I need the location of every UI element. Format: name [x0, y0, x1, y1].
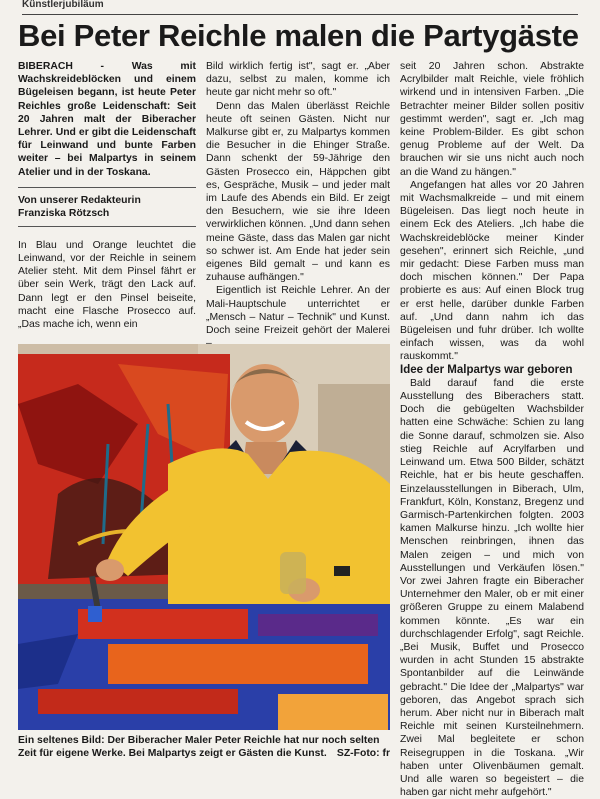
divider — [18, 226, 196, 227]
body-paragraph: Angefangen hat alles vor 20 Jahren mit Wachsmalkreide – und mit einem Bügeleisen. Das liegt noch heute in einem Eck des Ateliers. „Ich habe die Wachskreideblöcke meiner Kinder gesehen", erinnert sich Reichle, „und mir gedacht: Diese Farben muss man doch mischen können." Der Papa probierte es aus: Auf einen Block trug er erst helle, darüber dunkle Farben auf. „Und dann nahm ich das Bügeleisen und fuhr drüber. Ich wollte einfach wissen, was da wohl rauskommt." — [400, 179, 584, 363]
photo-credit: SZ-Foto: fr — [336, 748, 390, 759]
column-1 — [18, 60, 196, 331]
photo-caption — [18, 734, 390, 760]
section-kicker: Künstlerjubiläum — [22, 0, 578, 15]
column-3 — [400, 60, 584, 799]
body-paragraph: Bald darauf fand die erste Ausstellung des Biberachers statt. Doch die gebügelten Wachsbilder hatten eine Schwäche: Schien zu lang die Sonne darauf, schmolzen sie. Also stieg Reichle auf Acrylfarben und Leinwand um. Etwa 500 Bilder, schätzt Reichle, hat er bis heute geschaffen. Einzelausstellungen in Biberach, Ulm, Frankfurt, Köln, Konstanz, Bregenz und Garmisch-Partenkirchen folgten. 2003 kamen Malkurse hinzu. „Ich wollte hier Menschen reinbringen, ihnen das Malen zeigen – und mich von Ausstellungen und Verkäufen lösen." Vor zwei Jahren fragte ein Biberacher Unternehmer den Maler, ob er mit einer größeren Gruppe zu einem Malabend kommen könnte. „Es war ein durchschlagender Erfolg", sagt Reichle. „Bei Musik, Buffet und Prosecco wurden in acht Stunden 15 abstrakte Spontanbilder auf die Leinwände gebracht." Die Idee der „Malpartys" war geboren, das Angebot sprach sich herum. Aber nicht nur in Biberach malt Reichle mit seinen Kursteilnehmern. Zwei Mal begleitete er schon Reisegruppen in die Toskana. „Wir haben unter Olivenbäumen gemalt. Und alle waren so begeistert – die haben gar nicht mehr aufgehört." — [400, 377, 584, 799]
byline — [18, 194, 196, 220]
lead-paragraph: BIBERACH - Was mit Wachskreideblöcken und einem Bügeleisen begann, ist heute Peter Reichles große Leidenschaft: Seit 20 Jahren malt der Biberacher Lehrer. Und er gibt die Leidenschaft für Leinwand und bunte Farben weiter – bei Malpartys in seinem Atelier und in der Toskana. — [18, 61, 196, 178]
byline-line-1: Von unserer Redakteurin — [18, 194, 141, 206]
headline: Bei Peter Reichle malen die Partygäste — [18, 18, 579, 53]
body-paragraph: Eigentlich ist Reichle Lehrer. An der Mali-Hauptschule unterrichtet er „Mensch – Natur – Technik" und Kunst. Doch seine Freizeit gehört der Malerei — [206, 285, 390, 337]
photo-painter-at-canvas — [18, 344, 390, 730]
caption-text: Ein seltenes Bild: Der Biberacher Maler Peter Reichle hat nur noch selten Zeit für eigene Werke. Bei Malpartys zeigt er Gästen die Kunst. — [18, 735, 380, 759]
body-paragraph: seit 20 Jahren schon. Abstrakte Acrylbilder malt Reichle, viele fröhlich wirkend und in intensiven Farben. „Die Betrachter meiner Bilder sollen positiv gestimmt werden", sagt er. „Ich mag keine Problem-Bilder. Es gibt schon genug Probleme auf der Welt. Da brauchen wir sie uns nicht auch noch an die Wand zu hängen." — [400, 61, 584, 178]
subheading: Idee der Malpartys war geboren — [400, 363, 573, 376]
column-2 — [206, 60, 390, 350]
divider — [18, 187, 196, 188]
body-paragraph: Bild wirklich fertig ist", sagt er. „Aber dazu, selbst zu malen, komme ich heute gar nicht mehr so oft." — [206, 61, 390, 99]
byline-author: Franziska Rötzsch — [18, 207, 110, 219]
body-paragraph: In Blau und Orange leuchtet die Leinwand, vor der Reichle in seinem Atelier steht. Mit dem Pinsel fährt er über sein Werk, trägt den Lack auf. Dann legt er den Pinsel beiseite, macht eine Flasche Prosecco auf. „Das mache ich, wenn ein — [18, 239, 196, 331]
article-photo — [18, 344, 390, 730]
body-paragraph: Denn das Malen überlässt Reichle heute oft seinen Gästen. Nicht nur Malkurse gibt er, zu Malpartys kommen die Besucher in die Ehinger Straße. Dann schenkt der 59-Jährige den Gästen Prosecco ein, Häppchen gibt es, Gespräche, Musik – und jeder malt im Laufe des Abends ein Bild. Er zeigt den Besuchern, wie sie ihre Ideen verwirklichen können. „Und dann sehen meine Gäste, dass das Malen gar nicht so schwer ist. Am Ende hat jeder sein eigenes Bild gemalt – und kann es zuhause aufhängen." — [206, 100, 390, 284]
